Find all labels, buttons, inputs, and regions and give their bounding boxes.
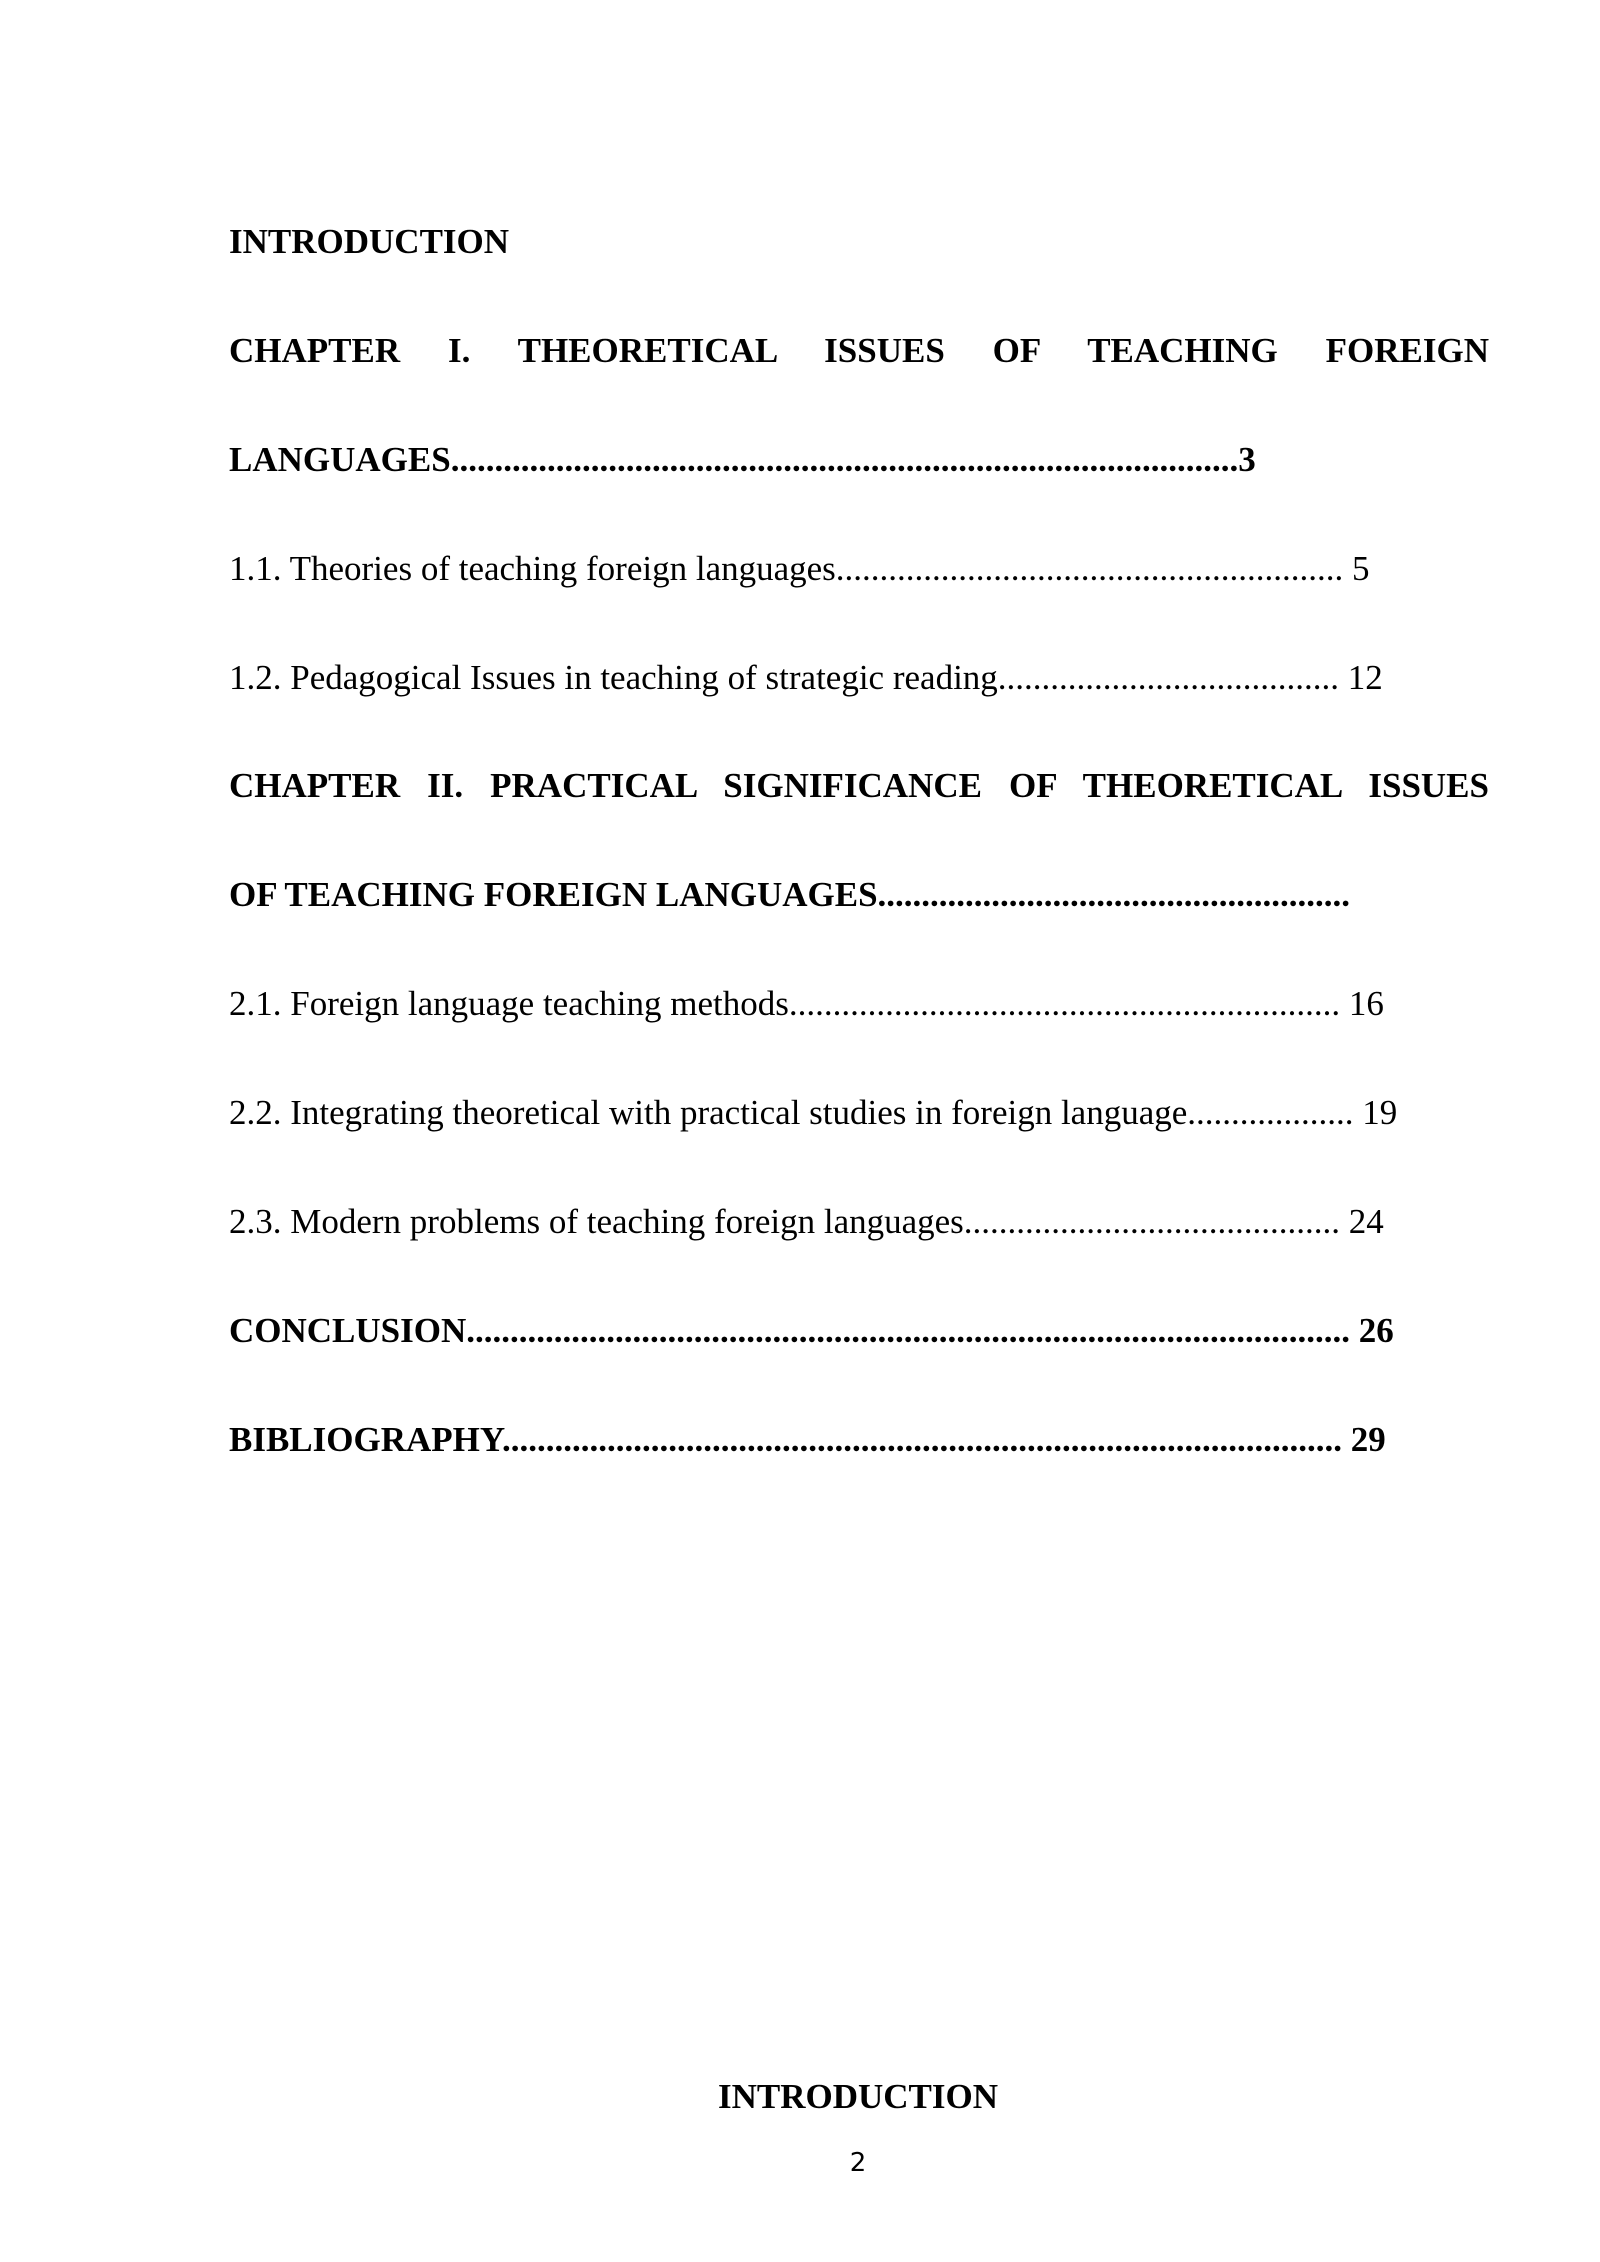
toc-item-1-1: 1.1. Theories of teaching foreign languages.......................................................... 5 [229, 549, 1370, 588]
toc-item-2-3: 2.3. Modern problems of teaching foreign languages........................................... 24 [229, 1202, 1384, 1241]
toc-conclusion: CONCLUSION..................................................................................................... 26 [229, 1311, 1394, 1350]
toc-chapter-1-title: CHAPTER I. THEORETICAL ISSUES OF TEACHING FOREIGN [229, 331, 1489, 370]
toc-item-2-1: 2.1. Foreign language teaching methods............................................................... 16 [229, 984, 1384, 1023]
toc-chapter-2-title: CHAPTER II. PRACTICAL SIGNIFICANCE OF THEORETICAL ISSUES [229, 766, 1489, 805]
toc-introduction: INTRODUCTION [229, 222, 510, 261]
toc-item-1-2: 1.2. Pedagogical Issues in teaching of strategic reading....................................... 12 [229, 658, 1383, 697]
toc-item-2-2: 2.2. Integrating theoretical with practical studies in foreign language................... 19 [229, 1093, 1398, 1132]
toc-chapter-2-title-continued: OF TEACHING FOREIGN LANGUAGES...................................................... [229, 875, 1351, 914]
toc-bibliography: BIBLIOGRAPHY................................................................................................ 29 [229, 1420, 1386, 1459]
section-heading-introduction: INTRODUCTION [717, 2077, 999, 2116]
toc-chapter-1-title-continued: LANGUAGES..........................................................................................3 [229, 440, 1256, 479]
page-number: 2 [849, 2148, 867, 2178]
